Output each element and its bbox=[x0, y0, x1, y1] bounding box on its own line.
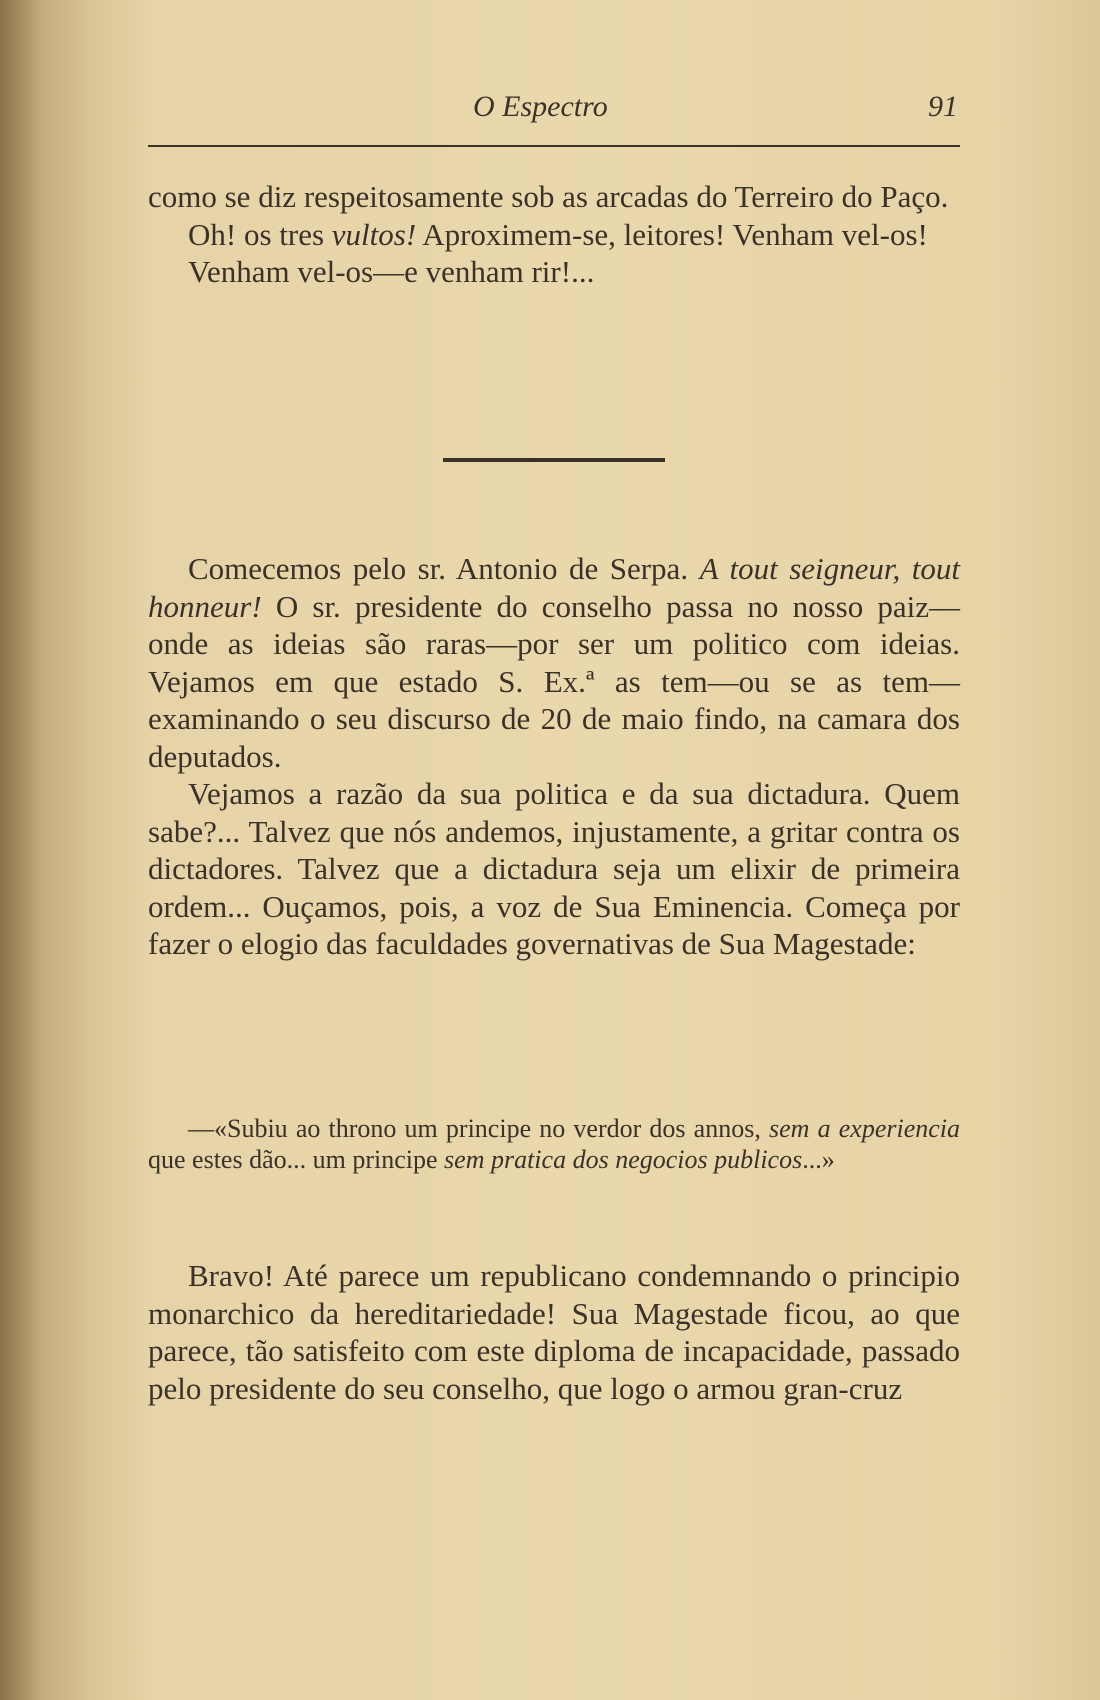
section-p1-end: O sr. presidente do conselho passa no nosso paiz—onde as ideias são raras—por ser um politico com ideias. Vejamos em que estado S. Ex.ª as tem—ou se as tem—examinando o seu discurso de 20 de maio findo, na camara dos deputados. bbox=[148, 588, 960, 774]
intro-text bbox=[148, 178, 960, 291]
intro-p2-start: Oh! os tres bbox=[188, 216, 332, 252]
section-p1-emphasis: A tout seigneur, tout honneur! bbox=[148, 551, 960, 624]
section-divider bbox=[443, 458, 665, 462]
quote-start: —«Subiu ao throno um principe no verdor dos annos, bbox=[188, 1114, 769, 1143]
closing-paragraph: Bravo! Até parece um republicano condemnando o principio monarchico da hereditariedade! Sua Magestade ficou, ao que parece, tão satisfeito com este diploma de incapacidade, passado pelo presidente do seu conselho, que logo o armou gran-cruz bbox=[148, 1258, 960, 1406]
quote-end: ...» bbox=[802, 1145, 835, 1174]
quote-emphasis-1: sem a experiencia bbox=[769, 1114, 960, 1143]
running-title: O Espectro bbox=[473, 90, 608, 123]
section-text bbox=[148, 550, 960, 963]
intro-paragraph-3: Venham vel-os—e venham rir!... bbox=[188, 254, 595, 289]
quote-middle: que estes dão... um principe bbox=[148, 1145, 445, 1174]
section-paragraph-2: Vejamos a razão da sua politica e da sua dictadura. Quem sabe?... Talvez que nós andemos, injustamente, a gritar contra os dictadores. Talvez que a dictadura seja um elixir de primeira ordem... Ouçamos, pois, a voz de Sua Eminencia. Começa por fazer o elogio das faculdades governativas de Sua Magestade: bbox=[148, 776, 960, 961]
intro-p2-end: Aproximem-se, leitores! Venham vel-os! bbox=[416, 216, 928, 252]
header-rule bbox=[148, 145, 960, 147]
page-number: 91 bbox=[928, 90, 958, 123]
section-paragraph-1 bbox=[148, 550, 960, 775]
section-p1-start: Comecemos pelo sr. Antonio de Serpa. bbox=[188, 551, 700, 586]
intro-paragraph-1: como se diz respeitosamente sob as arcadas do Terreiro do Paço. bbox=[148, 179, 949, 214]
spine-shadow bbox=[0, 0, 40, 1700]
intro-p2-emphasis: vultos! bbox=[331, 216, 417, 252]
closing-text bbox=[148, 1257, 960, 1407]
page-header bbox=[148, 88, 960, 128]
quote-emphasis-2: sem pratica dos negocios publicos bbox=[444, 1145, 803, 1174]
intro-paragraph-2 bbox=[148, 216, 960, 254]
block-quote bbox=[148, 1113, 960, 1175]
quote-paragraph bbox=[148, 1113, 960, 1175]
